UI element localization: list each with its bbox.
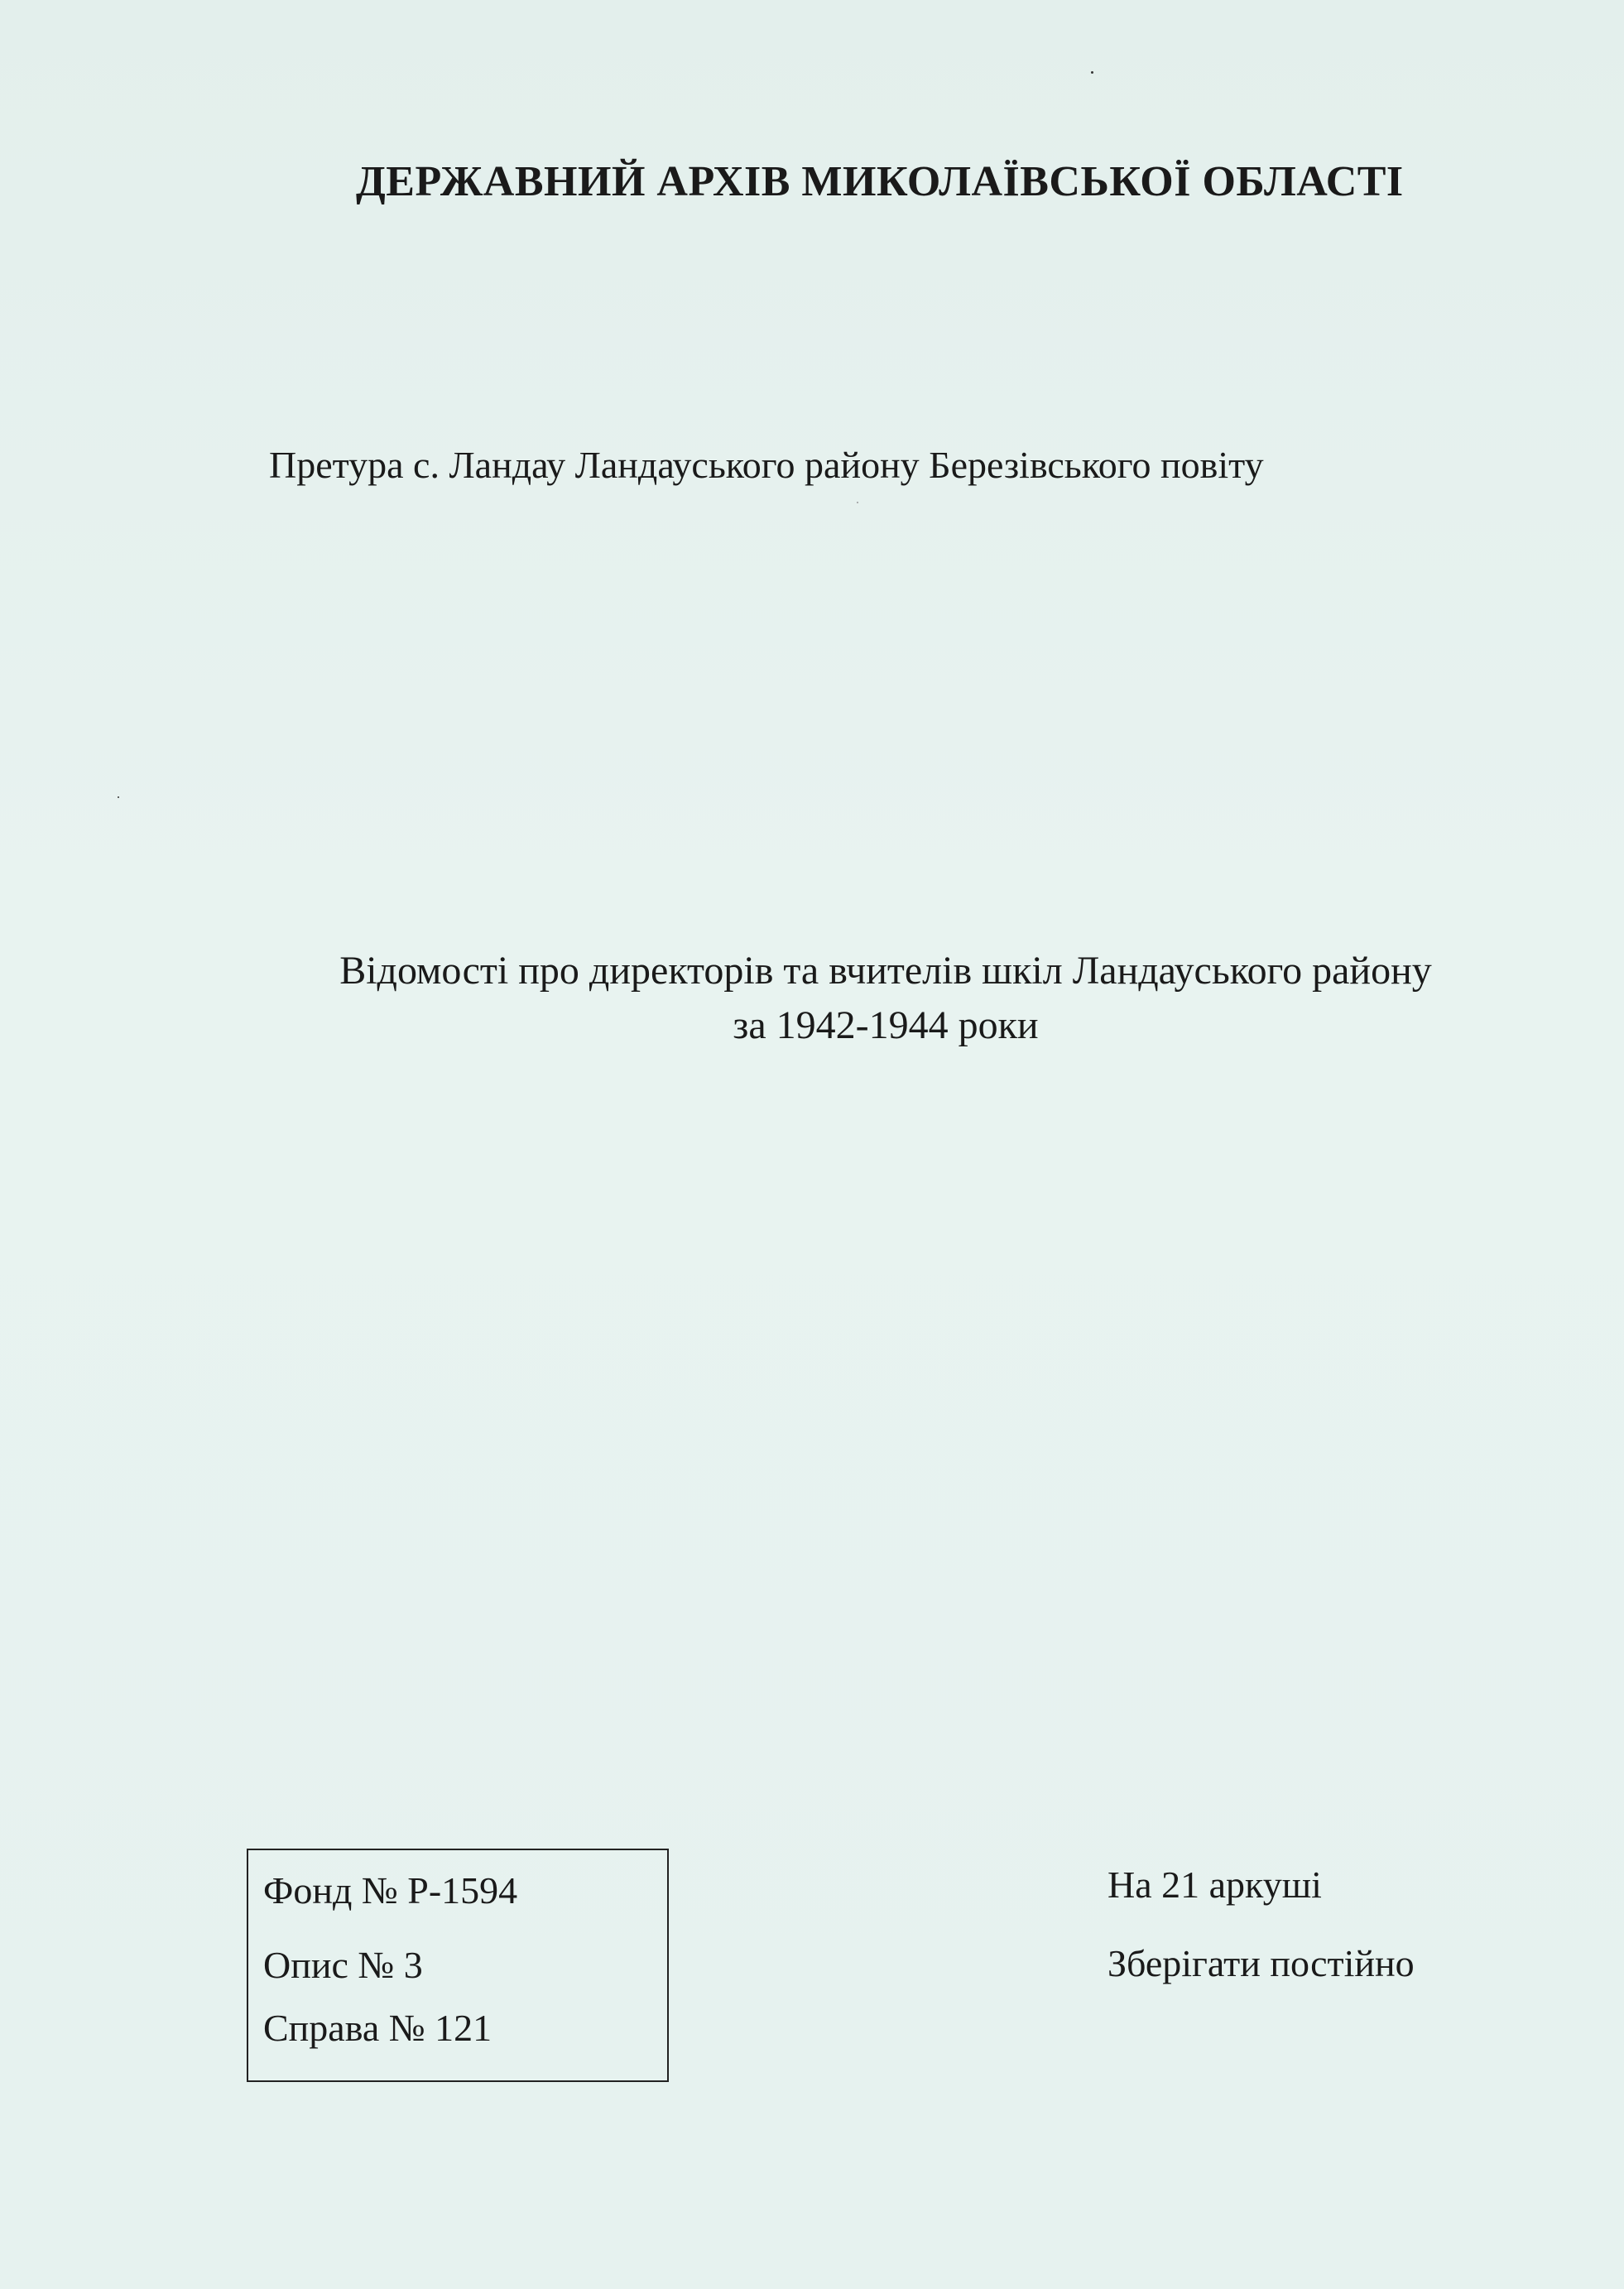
paper-speck — [118, 796, 119, 798]
institution-name: Претура с. Ландау Ландауського району Березівського повіту — [269, 444, 1264, 486]
paper-speck — [1091, 71, 1093, 74]
retention-note: Зберігати постійно — [1107, 1942, 1415, 1984]
case-title — [248, 944, 1523, 1053]
case-title-line-2: за 1942-1944 роки — [733, 1003, 1039, 1047]
archive-title: ДЕРЖАВНИЙ АРХІВ МИКОЛАЇВСЬКОЇ ОБЛАСТІ — [356, 158, 1404, 205]
fund-info-box — [247, 1849, 669, 2082]
fund-number: Фонд № Р-1594 — [263, 1869, 518, 1912]
sheet-count: На 21 аркуші — [1107, 1863, 1322, 1906]
inventory-number: Опис № 3 — [263, 1944, 423, 1986]
paper-speck — [857, 502, 858, 503]
case-title-line-1: Відомості про директорів та вчителів шкіл Ландауського району — [339, 949, 1432, 993]
file-number: Справа № 121 — [263, 2007, 492, 2049]
